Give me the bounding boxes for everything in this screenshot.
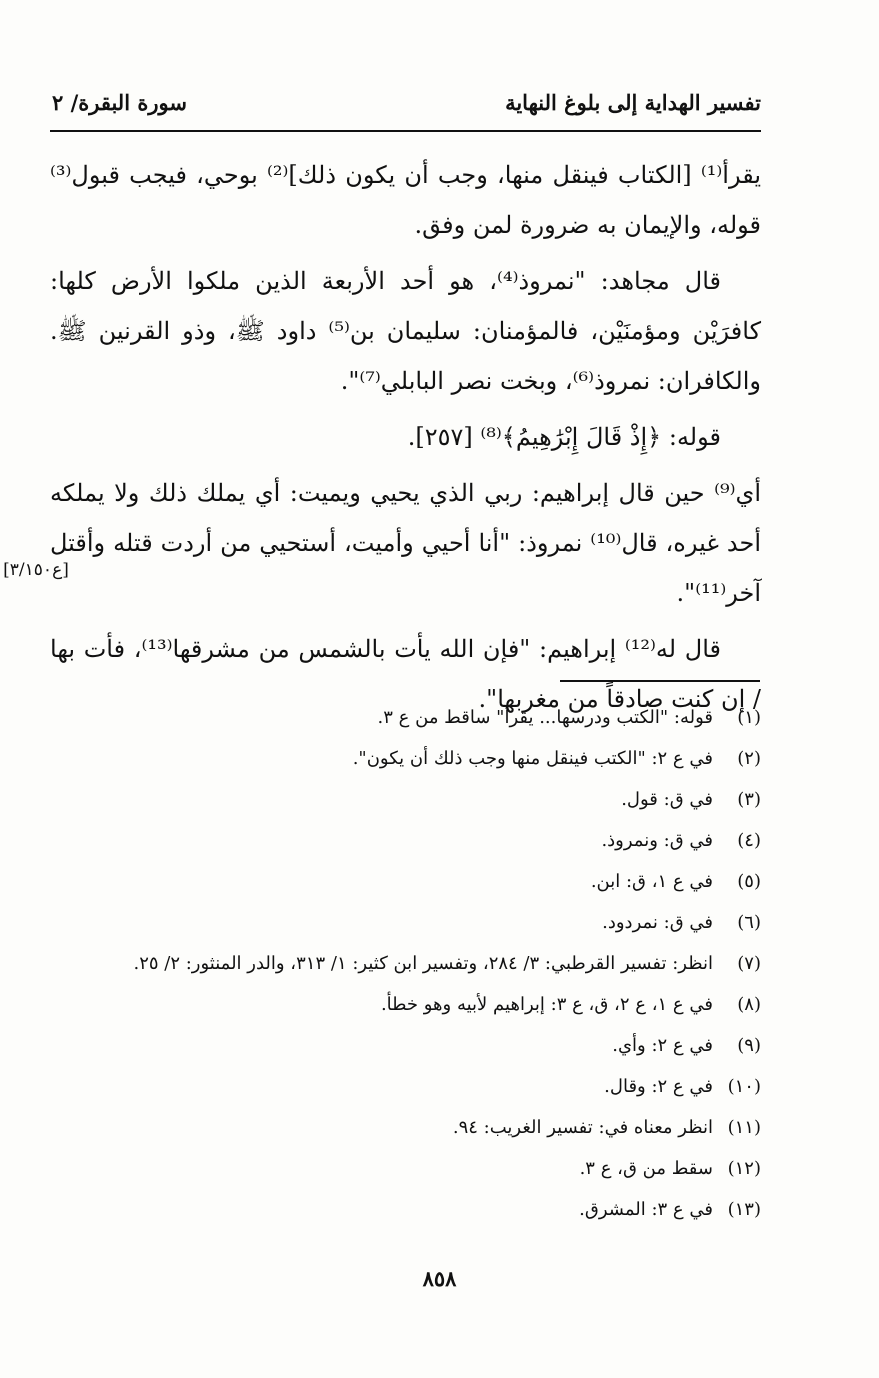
- footnote-item: [50, 744, 761, 785]
- footnote-item: [50, 1072, 761, 1113]
- footnote-item: [50, 1031, 761, 1072]
- manuscript-margin-reference: [ع٣/١٥٠]: [3, 560, 69, 580]
- footnote-text: في ع ١، ق: ابن.: [590, 871, 713, 892]
- paragraph-1: يقرأ⁽¹⁾ [الكتاب فينقل منها، وجب أن يكون ذلك]⁽²⁾ بوحي، فيجب قبول⁽³⁾ قوله، والإيمان به ضرورة لمن وفق.: [50, 161, 762, 239]
- running-header: [52, 90, 761, 126]
- paragraph-4: قال له⁽¹²⁾ إبراهيم: "فإن الله يأت بالشمس من مشرقها⁽¹³⁾، فأت بها / إن كنت صادقاً من مغربها".: [50, 635, 761, 713]
- surah-section: سورة البقرة/ ٢: [52, 90, 187, 115]
- footnote-text: سقط من ق، ع ٣.: [579, 1158, 713, 1179]
- paragraph-3: أي⁽⁹⁾ حين قال إبراهيم: ربي الذي يحيي ويميت: أي يملك ذلك ولا يملكه أحد غيره، قال⁽¹⁰⁾ نمروذ: "أنا أحيي وأميت، أستحيي من أردت قتله وأقتل آخر⁽¹¹⁾".: [50, 479, 761, 607]
- footnote-item: [50, 990, 761, 1031]
- footnote-number: (١١): [727, 1117, 761, 1138]
- footnote-text: في ع ١، ع ٢، ق، ع ٣: إبراهيم لأبيه وهو خطأ.: [380, 994, 713, 1015]
- footnote-number: (١): [737, 707, 761, 728]
- footnote-text: في ع ٣: المشرق.: [579, 1199, 713, 1220]
- footnote-number: (٧): [737, 953, 761, 974]
- footnote-item: [50, 908, 761, 949]
- paragraph-2: قال مجاهد: "نمروذ⁽⁴⁾، هو أحد الأربعة الذين ملكوا الأرض كلها: كافرَيْن ومؤمنَيْن، فالمؤمنان: سليمان بن⁽⁵⁾ داود ﷺ، وذو القرنين ﷺ. والكافران: نمروذ⁽⁶⁾، وبخت نصر البابلي⁽⁷⁾".: [50, 267, 762, 395]
- footnote-item: [50, 867, 761, 908]
- footnote-item: [50, 703, 761, 744]
- footnote-text: انظر معناه في: تفسير الغريب: ٩٤.: [452, 1117, 713, 1138]
- footnote-number: (١٢): [727, 1158, 761, 1179]
- footnote-item: [50, 949, 761, 990]
- footnotes-list: [50, 703, 761, 1236]
- footnote-text: انظر: تفسير القرطبي: ٣/ ٢٨٤، وتفسير ابن كثير: ١/ ٣١٣، والدر المنثور: ٢/ ٢٥.: [133, 953, 713, 974]
- footnote-text: في ق: قول.: [621, 789, 713, 810]
- footnote-number: (٣): [737, 789, 761, 810]
- footnote-text: في ق: نمردود.: [602, 912, 713, 933]
- footnote-number: (١٣): [727, 1199, 761, 1220]
- footnote-text: في ع ٢: وأي.: [612, 1035, 713, 1056]
- footnote-text: في ع ٢: "الكتب فينقل منها وجب ذلك أن يكون".: [352, 748, 713, 769]
- footnote-text: في ع ٢: وقال.: [604, 1076, 713, 1097]
- main-text: [50, 150, 761, 730]
- footnote-number: (٥): [737, 871, 761, 892]
- paragraph-verse: قوله: ﴿إِذْ قَالَ إِبْرَٰهِيمُ﴾⁽⁸⁾ [٢٥٧].: [407, 423, 721, 451]
- footnote-divider: [560, 680, 760, 682]
- book-title: تفسير الهداية إلى بلوغ النهاية: [505, 90, 761, 115]
- page-number: ٨٥٨: [422, 1266, 457, 1291]
- footnote-number: (٢): [737, 748, 761, 769]
- footnote-item: [50, 1195, 761, 1236]
- header-divider: [50, 130, 761, 132]
- footnote-item: [50, 826, 761, 867]
- footnote-number: (٨): [737, 994, 761, 1015]
- footnote-number: (٩): [737, 1035, 761, 1056]
- footnote-number: (٦): [737, 912, 761, 933]
- footnote-item: [50, 1154, 761, 1195]
- footnote-item: [50, 785, 761, 826]
- footnote-text: قوله: "الكتب ودرسها... يقرأ" ساقط من ع ٣.: [377, 707, 713, 728]
- footnote-item: [50, 1113, 761, 1154]
- footnote-text: في ق: ونمروذ.: [601, 830, 713, 851]
- footnote-number: (١٠): [727, 1076, 761, 1097]
- footnote-number: (٤): [737, 830, 761, 851]
